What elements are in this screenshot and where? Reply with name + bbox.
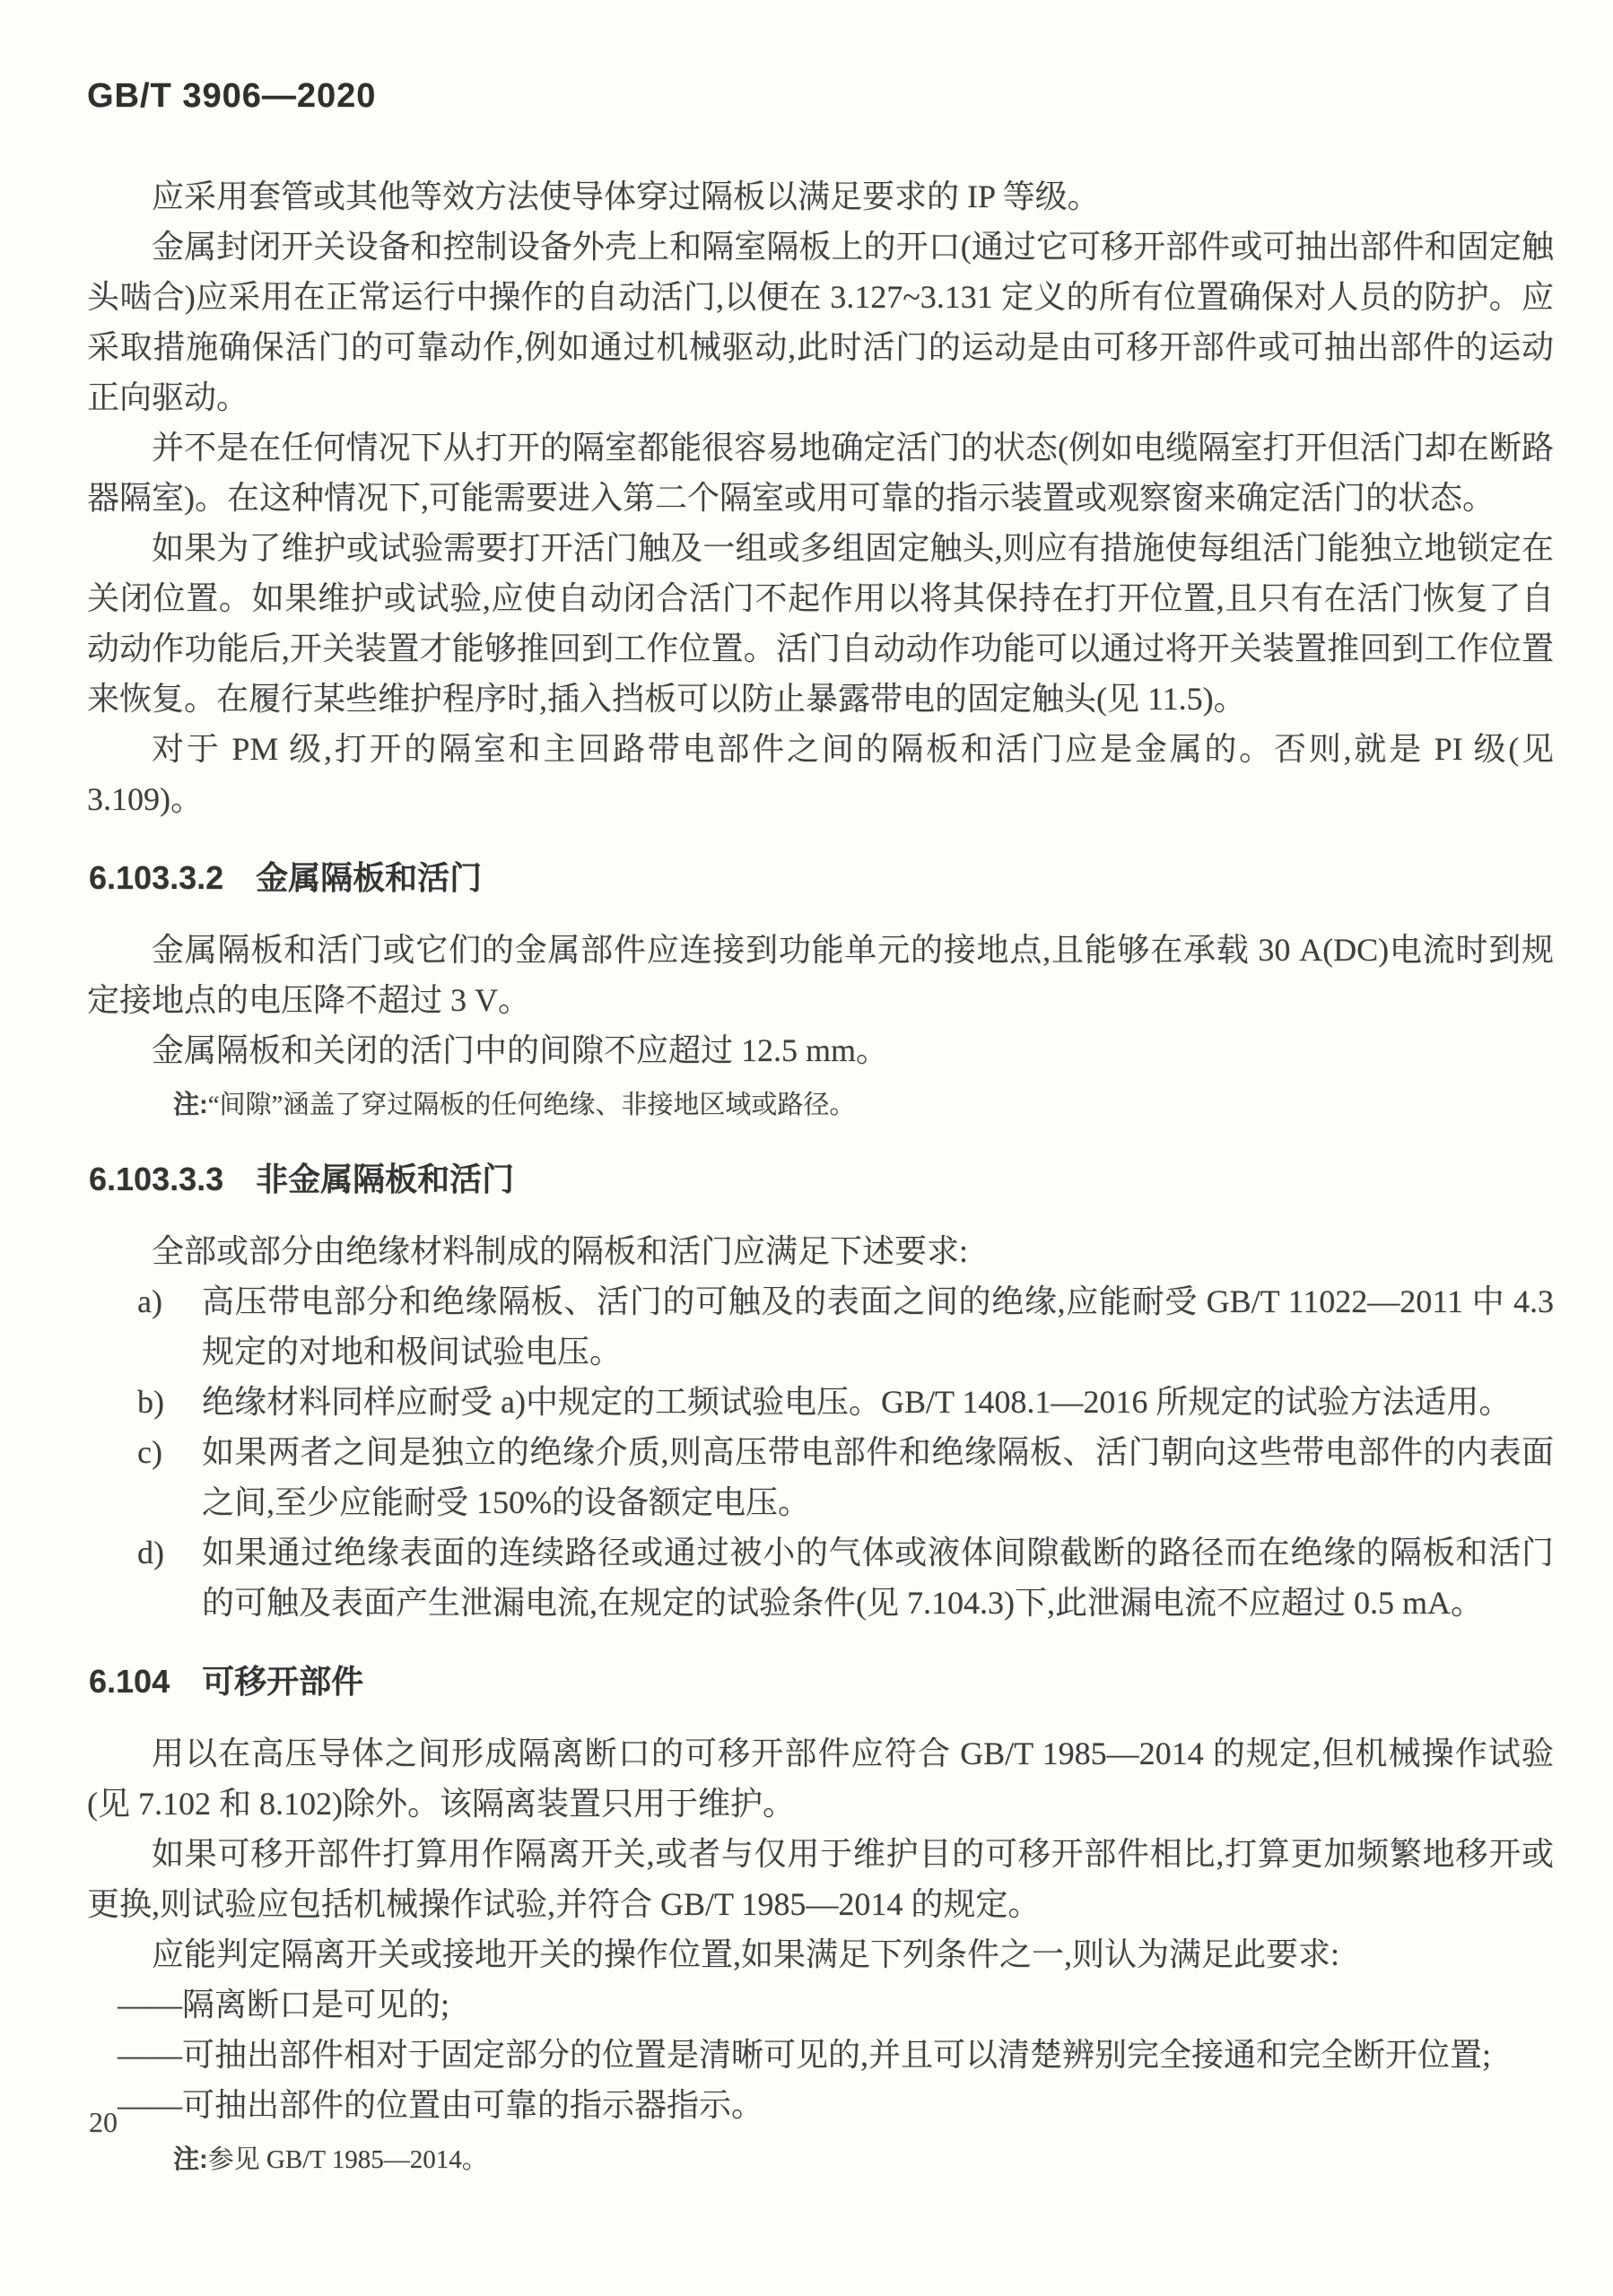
- section-6-104-paragraph-3: 应能判定隔离开关或接地开关的操作位置,如果满足下列条件之一,则认为满足此要求:: [152, 1936, 1340, 1972]
- section-heading-6-103-3-2: [89, 855, 1554, 901]
- dash-list-item: ——可抽出部件的位置由可靠的指示器指示。: [118, 2087, 764, 2123]
- page-number: 20: [89, 2106, 118, 2138]
- list-item-marker: a): [137, 1283, 162, 1319]
- note: [173, 2139, 1554, 2180]
- section-heading-6-104: [89, 1658, 1554, 1705]
- list-item-c: [137, 1427, 1554, 1527]
- list-item-text: 如果两者之间是独立的绝缘介质,则高压带电部件和绝缘隔板、活门朝向这些带电部件的内表面之间,至少应能耐受 150%的设备额定电压。: [202, 1434, 1554, 1520]
- doc-header: [0, 0, 1613, 116]
- section-6-103-3-2-paragraph-1: 金属隔板和活门或它们的金属部件应连接到功能单元的接地点,且能够在承载 30 A(DC)电流时到规定接地点的电压降不超过 3 V。: [87, 932, 1554, 1018]
- list-item-text: 高压带电部分和绝缘隔板、活门的可触及的表面之间的绝缘,应能耐受 GB/T 11022—2011 中 4.3 规定的对地和极间试验电压。: [202, 1283, 1554, 1370]
- section-number: 6.104: [89, 1663, 170, 1700]
- dash-list-item: ——可抽出部件相对于固定部分的位置是清晰可见的,并且可以清楚辨别完全接通和完全断开位置;: [118, 2037, 1492, 2073]
- intro-paragraph-5: 对于 PM 级,打开的隔室和主回路带电部件之间的隔板和活门应是金属的。否则,就是 PI 级(见 3.109)。: [87, 731, 1554, 817]
- section-6-104-paragraph-2: 如果可移开部件打算用作隔离开关,或者与仅用于维护目的可移开部件相比,打算更加频繁地移开或更换,则试验应包括机械操作试验,并符合 GB/T 1985—2014 的规定。: [87, 1836, 1554, 1922]
- section-6-103-3-3-paragraph-1: 全部或部分由绝缘材料制成的隔板和活门应满足下述要求:: [152, 1233, 969, 1269]
- intro-paragraph-2: 金属封闭开关设备和控制设备外壳上和隔室隔板上的开口(通过它可移开部件或可抽出部件和固定触头啮合)应采用在正常运行中操作的自动活门,以便在 3.127~3.131 定义的所有位置确保对人员的防护。应采取措施确保活门的可靠动作,例如通过机械驱动,此时活门的运动是由可移开部件或可抽出部件的运动正向驱动。: [87, 229, 1554, 415]
- list-item-b: [137, 1377, 1554, 1427]
- list-item-d: [137, 1527, 1554, 1628]
- section-6-103-3-2-paragraph-2: 金属隔板和关闭的活门中的间隙不应超过 12.5 mm。: [152, 1032, 889, 1068]
- note-text: “间隙”涵盖了穿过隔板的任何绝缘、非接地区域或路径。: [207, 1091, 856, 1119]
- doc-number: GB/T 3906—2020: [87, 77, 377, 115]
- list-item-text: 绝缘材料同样应耐受 a)中规定的工频试验电压。GB/T 1408.1—2016 所规定的试验方法适用。: [202, 1384, 1512, 1420]
- intro-paragraph-4: 如果为了维护或试验需要打开活门触及一组或多组固定触头,则应有措施使每组活门能独立地锁定在关闭位置。如果维护或试验,应使自动闭合活门不起作用以将其保持在打开位置,且只有在活门恢复了自动动作功能后,开关装置才能够推回到工作位置。活门自动动作功能可以通过将开关装置推回到工作位置来恢复。在履行某些维护程序时,插入挡板可以防止暴露带电的固定触头(见 11.5)。: [87, 530, 1554, 717]
- section-6-104-paragraph-1: 用以在高压导体之间形成隔离断口的可移开部件应符合 GB/T 1985—2014 的规定,但机械操作试验(见 7.102 和 8.102)除外。该隔离装置只用于维护。: [87, 1735, 1554, 1822]
- section-title: 金属隔板和活门: [256, 859, 483, 896]
- list-item-marker: c): [137, 1434, 162, 1470]
- list-item-a: [137, 1276, 1554, 1377]
- note: [173, 1084, 1554, 1126]
- note-label: 注:: [173, 2145, 208, 2174]
- dash-list-item: ——隔离断口是可见的;: [118, 1987, 450, 2022]
- note-text: 参见 GB/T 1985—2014。: [207, 2145, 488, 2174]
- section-title: 非金属隔板和活门: [256, 1161, 515, 1197]
- list-item-text: 如果通过绝缘表面的连续路径或通过被小的气体或液体间隙截断的路径而在绝缘的隔板和活门的可触及表面产生泄漏电流,在规定的试验条件(见 7.104.3)下,此泄漏电流不应超过 0.5 mA。: [202, 1535, 1554, 1621]
- section-title: 可移开部件: [202, 1663, 364, 1700]
- list-item-marker: d): [137, 1535, 164, 1570]
- note-label: 注:: [173, 1091, 208, 1119]
- section-heading-6-103-3-3: [89, 1156, 1554, 1203]
- section-number: 6.103.3.3: [89, 1161, 224, 1197]
- intro-paragraph-3: 并不是在任何情况下从打开的隔室都能很容易地确定活门的状态(例如电缆隔室打开但活门却在断路器隔室)。在这种情况下,可能需要进入第二个隔室或用可靠的指示装置或观察窗来确定活门的状态。: [87, 430, 1554, 516]
- intro-paragraph-1: 应采用套管或其他等效方法使导体穿过隔板以满足要求的 IP 等级。: [152, 178, 1100, 214]
- doc-body: [87, 171, 1554, 2180]
- list-item-marker: b): [137, 1384, 164, 1420]
- section-number: 6.103.3.2: [89, 859, 224, 896]
